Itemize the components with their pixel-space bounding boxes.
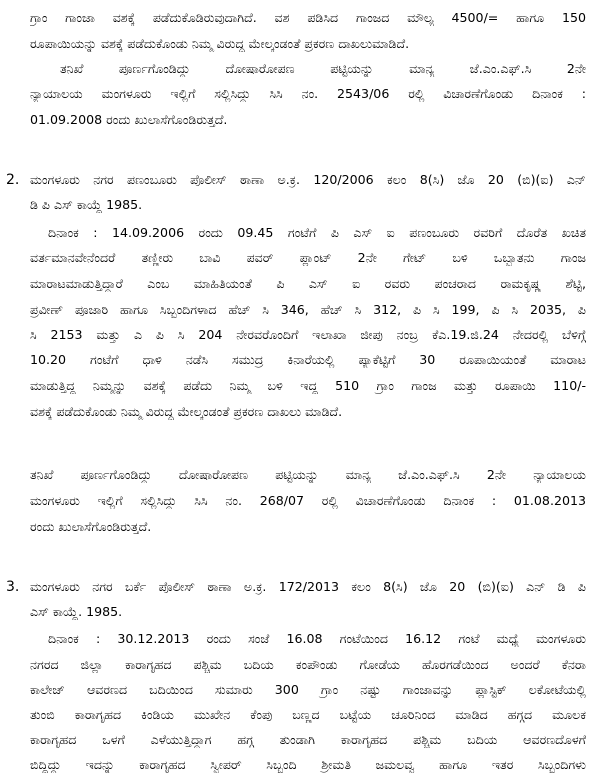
text-line: 10.20 ಗಂಟೆಗೆ ಧಾಳಿ ನಡೆಸಿ ಸಮುದ್ರ ಕಿನಾರೆಯಲ್ಲಿ ಪ್ಯಾಕೆಟ್ಟಿಗೆ 30 ರೂಪಾಯಿಯಂತೆ ಮಾರಾಟ	[30, 352, 586, 367]
text-line: ನಗರದ ಜಿಲ್ಲಾ ಕಾರಾಗೃಹದ ಪಶ್ಚಿಮ ಬದಿಯ ಕಂಪೌಂಡು ಗೋಡೆಯ ಹೊರಗಡೆಯಿಂದ ಅಂದರೆ ಕೆನರಾ	[30, 657, 586, 672]
text-line: ನ್ಯಾಯಾಲಯ ಮಂಗಳೂರು ಇಲ್ಲಿಗೆ ಸಲ್ಲಿಸಿದ್ದು ಸಿಸಿ ನಂ. 2543/06 ರಲ್ಲಿ ವಿಚಾರಣೆಗೊಂಡು ದಿನಾಂಕ :	[30, 86, 586, 101]
text-line: ತನಿಖೆ ಪೂರ್ಣಗೊಂಡಿದ್ದು ದೋಷಾರೋಪಣ ಪಟ್ಟಿಯನ್ನು ಮಾನ್ಯ ಜೆ.ಎಂ.ಎಫ್.ಸಿ 2ನೇ	[60, 61, 586, 76]
text-line: ಕಾಲೇಜ್ ಆವರಣದ ಬದಿಯಿಂದ ಸುಮಾರು 300 ಗ್ರಾಂ ನಷ್ಟು ಗಾಂಜಾವನ್ನು ಪ್ಲಾಸ್ಟಿಕ್ ಲಕೋಟೆಯಲ್ಲಿ	[30, 682, 586, 697]
text-line: ಮಾಡುತ್ತಿದ್ದ ನಿಮ್ಮನ್ನು ವಶಕ್ಕೆ ಪಡೆದು ನಿಮ್ಮ ಬಳಿ ಇದ್ದ 510 ಗ್ರಾಂ ಗಾಂಜ ಮತ್ತು ರೂಪಾಯಿ 110/-	[30, 378, 586, 393]
text-line: ಡಿ ಪಿ ಎಸ್ ಕಾಯ್ದೆ 1985.	[30, 197, 143, 212]
text-line: ಸಿ 2153 ಮತ್ತು ಎ ಪಿ ಸಿ 204 ನೇರವರೊಂದಿಗೆ ಇಲಾಖಾ ಜೀಪು ನಂಬ್ರ ಕೆಎ.19.ಜಿ.24 ನೇದರಲ್ಲಿ ಬೆಳಿಗ್ಗೆ	[30, 327, 586, 342]
text-line: ಎಸ್ ಕಾಯ್ದೆ. 1985.	[30, 604, 123, 619]
text-line: ಕಾರಾಗೃಹದ ಒಳಗೆ ಎಳೆಯುತ್ತಿದ್ದಾಗ ಹಗ್ಗ ತುಂಡಾಗಿ ಕಾರಾಗೃಹದ ಪಶ್ಚಿಮ ಬದಿಯ ಆವರಣದೊಳಗೆ	[30, 732, 586, 747]
text-line: ಬಿದ್ದಿದ್ದು ಇದನ್ನು ಕಾರಾಗೃಹದ ಸ್ವೀಪರ್ ಸಿಬ್ಬಂದಿ ಶ್ರೀಮತಿ ಜಮಲವ್ವ ಹಾಗೂ ಇತರ ಸಿಬ್ಬಂದಿಗಳು	[30, 757, 586, 772]
text-line: ಮಂಗಳೂರು ನಗರ ಪಣಂಬೂರು ಪೊಲೀಸ್ ಠಾಣಾ ಅ.ಕ್ರ. 120/2006 ಕಲಂ 8(ಸಿ) ಜೊ 20 (ಬಿ)(ಐ) ಎನ್	[30, 172, 586, 187]
text-line: ಮಂಗಳೂರು ಇಲ್ಲಿಗೆ ಸಲ್ಲಿಸಿದ್ದು ಸಿಸಿ ನಂ. 268/07 ರಲ್ಲಿ ವಿಚಾರಣೆಗೊಂಡು ದಿನಾಂಕ : 01.08.2013	[30, 493, 586, 508]
text-line: ಪ್ರವೀಣ್ ಪೂಜಾರಿ ಹಾಗೂ ಸಿಬ್ಬಂದಿಗಳಾದ ಹೆಚ್ ಸಿ 346, ಹೆಚ್ ಸಿ 312, ಪಿ ಸಿ 199, ಪಿ ಸಿ 2035, ಪಿ	[30, 302, 586, 317]
item-number: 2.	[6, 172, 20, 188]
text-line: ರಂದು ಖುಲಾಸೆಗೊಂಡಿರುತ್ತದೆ.	[30, 519, 152, 534]
text-line: ತುಂಬಿ ಕಾರಾಗೃಹದ ಕಿಂಡಿಯ ಮುಖೇನ ಕೆಂಪು ಬಣ್ಣದ ಬಟ್ಟೆಯ ಚೂರಿನಿಂದ ಮಾಡಿದ ಹಗ್ಗದ ಮೂಲಕ	[30, 707, 586, 722]
text-line: ವರ್ತಮಾನವೇನೆಂದರೆ ತಣ್ಣೀರು ಬಾವಿ ಪವರ್ ಪ್ಲಾಂಟ್ 2ನೇ ಗೇಟ್ ಬಳಿ ಒಬ್ಬಾತನು ಗಾಂಜ	[30, 250, 586, 265]
text-line: 01.09.2008 ರಂದು ಖುಲಾಸೆಗೊಂಡಿರುತ್ತದೆ.	[30, 112, 228, 127]
text-line: ಮಾರಾಟಮಾಡುತ್ತಿದ್ದಾರೆ ಎಂಬ ಮಾಹಿತಿಯಂತೆ ಪಿ ಎಸ್ ಐ ರವರು ಪಂಚರಾದ ರಾಮಕೃಷ್ಣ ಶೆಟ್ಟಿ,	[30, 276, 586, 291]
text-line: ತನಿಖೆ ಪೂರ್ಣಗೊಂಡಿದ್ದು ದೋಷಾರೋಪಣ ಪಟ್ಟಿಯನ್ನು ಮಾನ್ಯ ಜೆ.ಎಂ.ಎಫ್.ಸಿ 2ನೇ ನ್ಯಾಯಾಲಯ	[30, 467, 586, 482]
text-line: ಗ್ರಾಂ ಗಾಂಜಾ ವಶಕ್ಕೆ ಪಡೆದುಕೊಡಿರುವುದಾಗಿದೆ. ವಶ ಪಡಿಸಿದ ಗಾಂಜದ ಮೌಲ್ಯ 4500/= ಹಾಗೂ 150	[30, 10, 586, 25]
text-line: ದಿನಾಂಕ : 30.12.2013 ರಂದು ಸಂಜೆ 16.08 ಗಂಟೆಯಿಂದ 16.12 ಗಂಟೆ ಮಧ್ಯೆ ಮಂಗಳೂರು	[48, 631, 586, 646]
text-line: ದಿನಾಂಕ : 14.09.2006 ರಂದು 09.45 ಗಂಟೆಗೆ ಪಿ ಎಸ್ ಐ ಪಣಂಬೂರು ರವರಿಗೆ ದೊರೆತ ಖಚಿತ	[48, 225, 586, 240]
text-line: ಮಂಗಳೂರು ನಗರ ಬರ್ಕೆ ಪೊಲೀಸ್ ಠಾಣಾ ಅ.ಕ್ರ. 172/2013 ಕಲಂ 8(ಸಿ) ಜೊ 20 (ಬಿ)(ಐ) ಎನ್ ಡಿ ಪಿ	[30, 579, 586, 594]
item-number: 3.	[6, 579, 20, 595]
text-line: ರೂಪಾಯಿಯನ್ನು ವಶಕ್ಕೆ ಪಡೆದುಕೊಂಡು ನಿಮ್ಮ ವಿರುದ್ಧ ಮೇಲ್ಕಂಡಂತೆ ಪ್ರಕರಣ ದಾಖಲುಮಾಡಿದೆ.	[30, 36, 410, 51]
text-line: ವಶಕ್ಕೆ ಪಡೆದುಕೊಂಡು ನಿಮ್ಮ ವಿರುದ್ಧ ಮೇಲ್ಕಂಡಂತೆ ಪ್ರಕರಣ ದಾಖಲು ಮಾಡಿದೆ.	[30, 404, 343, 419]
